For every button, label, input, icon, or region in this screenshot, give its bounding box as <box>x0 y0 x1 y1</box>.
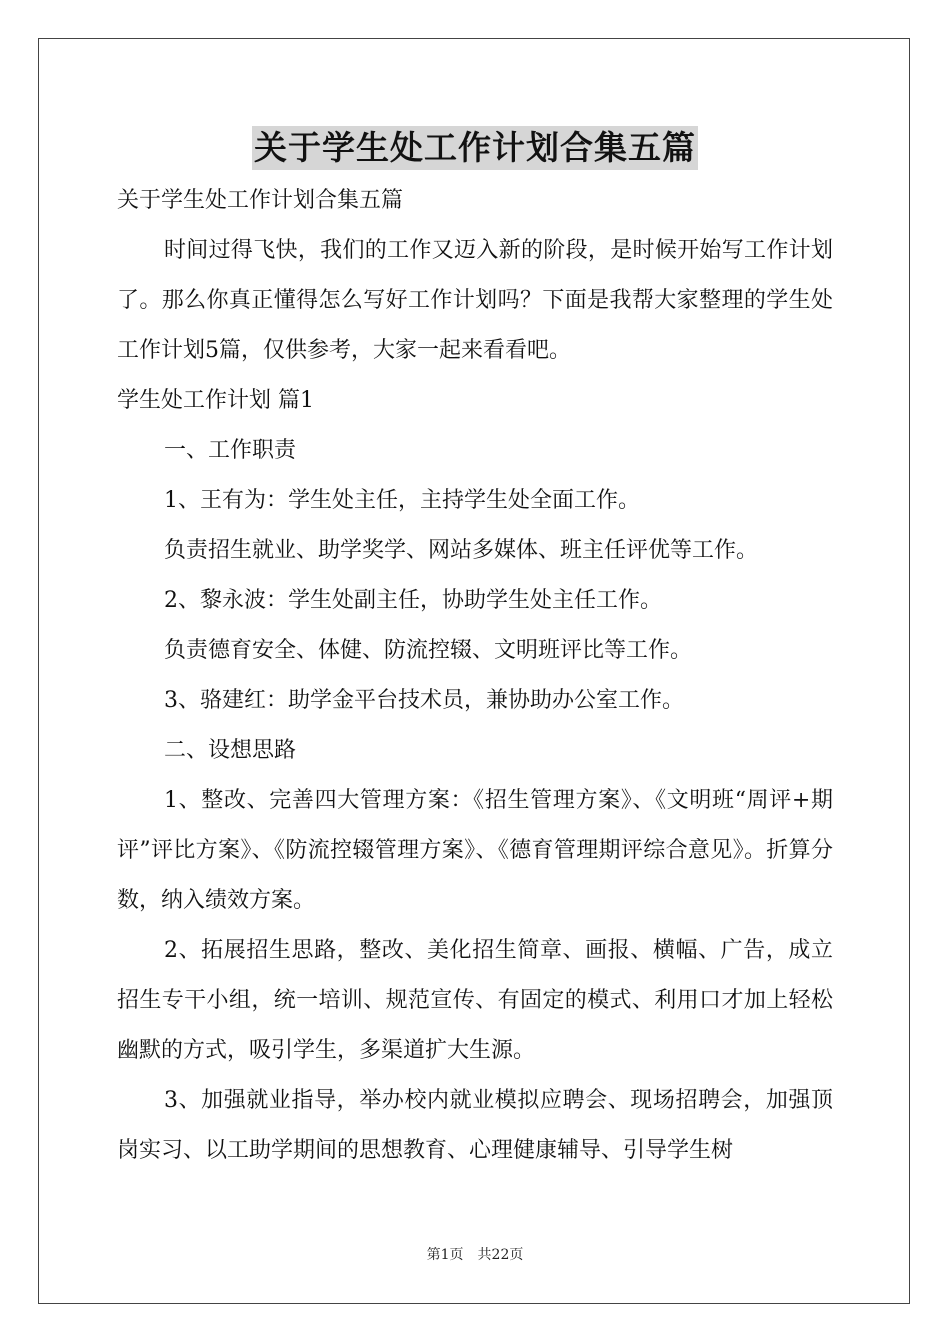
duty-item-3: 3、骆建红：助学金平台技术员，兼协助办公室工作。 <box>164 688 684 713</box>
intro-paragraph: 时间过得飞快，我们的工作又迈入新的阶段，是时候开始写工作计划了。那么你真正懂得怎么写好工作计划吗？下面是我帮大家整理的学生处工作计划5篇，仅供参考，大家一起来看看吧。 <box>117 238 833 363</box>
title-container <box>0 126 950 170</box>
document-title: 关于学生处工作计划合集五篇 <box>252 126 698 170</box>
document-body <box>117 176 833 1176</box>
idea-paragraph-3: 3、加强就业指导，举办校内就业模拟应聘会、现场招聘会，加强顶岗实习、以工助学期间的思想教育、心理健康辅导、引导学生树 <box>117 1088 833 1163</box>
page-number-footer: 第1页 共22页 <box>426 1247 524 1263</box>
duty-item-2-detail: 负责德育安全、体健、防流控辍、文明班评比等工作。 <box>164 638 693 663</box>
duties-heading: 一、工作职责 <box>164 438 297 463</box>
document-subtitle: 关于学生处工作计划合集五篇 <box>117 188 404 213</box>
duty-item-1-detail: 负责招生就业、助学奖学、网站多媒体、班主任评优等工作。 <box>164 538 759 563</box>
duty-item-1: 1、王有为：学生处主任，主持学生处全面工作。 <box>164 488 640 513</box>
section-heading: 学生处工作计划 篇1 <box>117 388 314 413</box>
ideas-heading: 二、设想思路 <box>164 738 297 763</box>
idea-paragraph-1: 1、整改、完善四大管理方案：《招生管理方案》、《文明班“周评+期评”评比方案》、《防流控辍管理方案》、《德育管理期评综合意见》。折算分数，纳入绩效方案。 <box>117 788 833 913</box>
duty-item-2: 2、黎永波：学生处副主任，协助学生处主任工作。 <box>164 588 662 613</box>
idea-paragraph-2: 2、拓展招生思路，整改、美化招生简章、画报、横幅、广告，成立招生专干小组，统一培训、规范宣传、有固定的模式、利用口才加上轻松幽默的方式，吸引学生，多渠道扩大生源。 <box>117 938 833 1063</box>
